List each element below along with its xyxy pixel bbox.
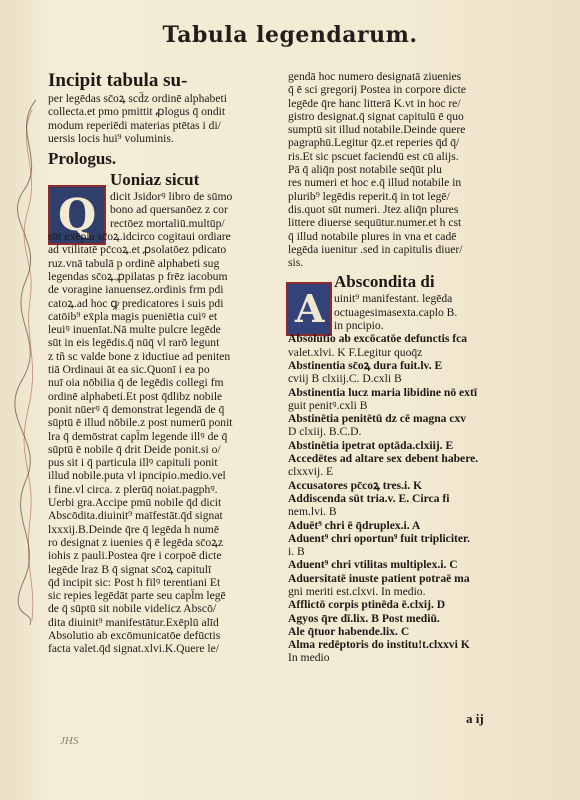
running-head: Tabula legendarum.: [162, 22, 418, 48]
index-entry: Addiscenda sūt tria.v. E. Circa fi: [288, 491, 450, 505]
text-line: de voragine ianuensez.ordinis frm pdi: [48, 283, 224, 297]
text-line: facta valet.q̄d signat.xlvi.K.Quere le/: [48, 642, 219, 656]
text-line: uinit⁹ manifestant. legēda: [334, 292, 453, 306]
index-entry: Abstinentia sc̄oꝝ dura fuit.lv. E: [288, 358, 443, 372]
text-line: valet.xlvi. K F.Legitur quoq̄z: [288, 345, 423, 359]
text-line: lxxxij.B.Deinde q̄re q̄ legēda h numē: [48, 522, 219, 536]
marginal-flourish-icon: [6, 90, 50, 630]
index-entry: Aduēt⁹ chri ē q̄druplex.i. A: [288, 518, 421, 532]
index-entry: Aduersitatē inuste patient potraē ma: [288, 571, 470, 585]
text-line: in pncipio.: [334, 319, 384, 333]
text-line: clxxvij. E: [288, 465, 334, 479]
text-line: de q̄ sūptū sit nobile videlicz Abscō/: [48, 602, 217, 616]
text-line: legendas sc̄oꝝ.ꝓpilatas p frēz iacobum: [48, 269, 228, 283]
signature-mark: a ij: [466, 711, 484, 726]
text-line: q̄d incipit sic: Post h filꝰ terentiani Et: [48, 575, 221, 589]
text-line: ro designat z iuenies q̄ ē legēda sc̄oꝝz: [48, 535, 224, 549]
section-heading-abscondita: Abscondita di: [334, 272, 435, 292]
text-line: z tñ sc valde bone z iductiue ad peniten: [48, 349, 231, 363]
text-line: sūt in eis legēdis.q̄ nūq̄ vl rarō legunt: [48, 336, 220, 350]
prologus-heading: Prologus.: [48, 149, 117, 169]
index-entry: Alma redēptoris do institu!t.clxxvi K: [288, 638, 470, 652]
text-line: ruz.vnā tabulā p ordinē alphabeti sug: [48, 256, 220, 270]
text-line: Uoniaz sicut: [110, 170, 200, 190]
text-line: sis.: [288, 256, 304, 270]
text-line: illud nobile.puta vl ipncipio.medio.vel: [48, 469, 226, 483]
text-line: tiā Ordinaui āt ea sic.Quonī i ea po: [48, 363, 210, 377]
text-line: Abscōdita.diuinit⁹ maīfestāt.q̄d signat: [48, 509, 223, 523]
index-entry: Abstinētia penitētū dz cē magna cxv: [288, 412, 467, 426]
text-line: ris.Et sic pscuet faciendū est cū alijs.: [288, 149, 459, 163]
text-line: lra q̄ demōstrat capl̄m legende illꝰ de q̄: [48, 429, 228, 443]
text-line: collecta.et pmo pmittit ꝓlogus q̄ ondit: [48, 105, 226, 119]
text-line: sūptū ē illud nōbile.z post numerū ponit: [48, 416, 233, 430]
margin-note: JHS: [60, 735, 79, 747]
text-line: guit penitꝰ.cxli B: [288, 398, 368, 412]
initial-letter-a: A: [295, 286, 325, 331]
text-line: D clxiij. B.C.D.: [288, 425, 362, 439]
text-line: i fine.vl circa. z plerūq̄ noiat.pagphꝰ.: [48, 482, 218, 496]
text-line: q̄ illud notabile plures in vna et cadē: [288, 229, 457, 243]
text-line: catōib⁹ ex̄pla magis pueniētia cuiꝰ et: [48, 309, 218, 323]
index-entry: Ale q̄tuor habende.lix. C: [288, 624, 410, 638]
text-line: rectōez mortaliū.multūp/: [110, 216, 225, 230]
text-line: gistro designat.q̄ signat capitulū ē quo: [288, 109, 464, 123]
text-line: plurib⁹ legēdis reperit.q̄ in tot legē/: [288, 189, 450, 203]
right-column: [288, 70, 488, 665]
text-line: dita diuinit⁹ manifestātur.Exēplū alīd: [48, 615, 219, 629]
text-line: gni meriti est.clxvi. In medio.: [288, 584, 426, 598]
text-line: res numeri et hoc e.q̄ illud notabile in: [288, 176, 462, 190]
text-line: legēde lraz B q̄ signat sc̄oꝝ capitulī: [48, 562, 212, 576]
index-entry: Agyos q̄re dī.lix. B Post mediū.: [288, 611, 440, 625]
text-line: sic repies legēdāt parte seu capl̄m legē: [48, 589, 226, 603]
initial-letter-q: Q: [58, 190, 97, 241]
text-line: pus sit i q̄ particula illꝰ capituli ponit: [48, 456, 218, 470]
left-column: [48, 70, 273, 656]
index-entry: Aduent⁹ chri vtilitas multiplex.i. C: [288, 558, 458, 572]
text-line: nem.lvi. B: [288, 505, 337, 519]
text-line: nuī oia nōbilia q̄ de legēdis collegi fm: [48, 376, 224, 390]
index-entry: Aduent⁹ chri oportun⁹ fuit tripliciter.: [288, 531, 471, 545]
text-line: iohis z pauli.Postea q̄re i corpoē dicte: [48, 549, 222, 563]
text-line: i. B: [288, 545, 305, 559]
incipit-line: Incipit tabula su-: [48, 70, 188, 91]
text-line: ordinē alphabeti.Et post q̄dlibz nobile: [48, 389, 223, 403]
index-entry: Accedētes ad altare sex debent habere.: [288, 452, 479, 466]
text-line: legēda iuenitur .sed in capitulis diuer/: [288, 242, 463, 256]
text-line: Absolutio ab excōmunicatōe defūctis: [48, 628, 221, 642]
text-line: per legēdas sc̄oꝝ scd̄z ordinē alphabeti: [48, 92, 227, 105]
text-line: sumptū sit illud notabile.Deinde quere: [288, 123, 466, 137]
text-line: pagraphū.Legitur q̄z.et reperies q̄d q̄/: [288, 136, 460, 150]
text-line: q̄ ē sci gregorij Postea in corpore dicte: [288, 83, 467, 97]
text-line: leuiꝰ inuenīat.Nā multe pulcre legēde: [48, 323, 221, 337]
index-entry: Abstinētia ipetrat optāda.clxiij. E: [288, 438, 454, 452]
text-line: ponit nūerꝰ q̄ demonstrat legendā de q̄: [48, 402, 225, 416]
index-entry: Afflictō corpis ptinēda ē.clxij. D: [288, 598, 446, 612]
index-entry: Abstinentia lucz maria libidine nō extī: [288, 385, 478, 399]
text-line: octuagesimasexta.caplo B.: [334, 305, 458, 319]
text-line: bono ad quersanōez z cor: [110, 203, 228, 217]
text-line: modum reperiēdi materias ptētas i di/: [48, 118, 221, 132]
text-line: sūptū ē nobile q̄ drit Deide ponit.si o/: [48, 442, 221, 456]
text-line: dicit Jsidorꝰ libro de sūmo: [110, 190, 233, 204]
text-line: uersis locis hui⁹ voluminis.: [48, 131, 174, 145]
text-line: gendā hoc numero designatā ziuenies: [288, 70, 462, 83]
text-line: In medio: [288, 651, 330, 665]
text-line: littere diuerse sequūtur.numer.et h cst: [288, 216, 462, 230]
text-line: ad vtilitatē pc̄coꝝ.et ꝓsolatōez pdicato: [48, 243, 227, 257]
text-line: catoꝝ.ad hoc ꝙ predicatores i suis pdi: [48, 296, 224, 310]
text-line: Pā q̄ aliq̄n post notabile seq̄ūt plu: [288, 163, 442, 177]
text-line: dis.quot sūt numeri. Jtez aliq̄n plures: [288, 202, 459, 216]
index-entry: Absolutio ab excōcatōe defunctis fca: [288, 332, 468, 346]
text-line: legēde q̄re hanc litterā K.vt in hoc re/: [288, 96, 461, 110]
text-line: Uerbi gra.Accipe pmū nobile q̄d dicit: [48, 496, 222, 510]
index-entry: Accusatores pc̄coꝝ tres.i. K: [288, 478, 423, 492]
text-line: cviij B clxiij.C. D.cxli B: [288, 372, 402, 386]
text-line: sūt exēpla sc̄oꝝ.idcirco cogitaui ordiare: [48, 230, 231, 244]
